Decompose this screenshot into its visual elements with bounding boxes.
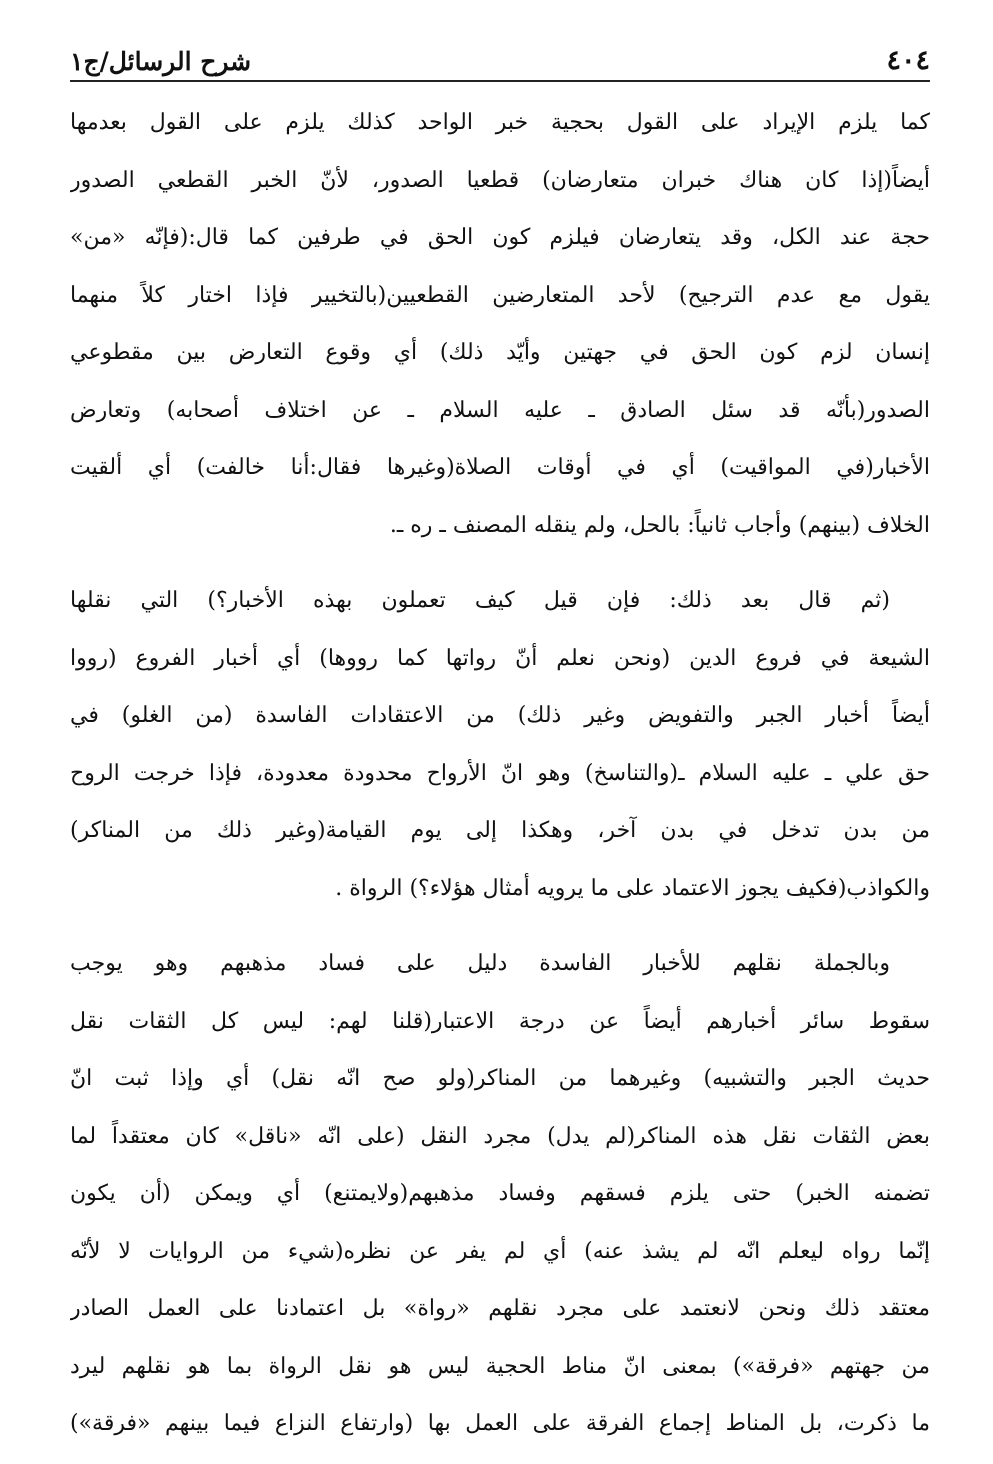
page-header xyxy=(70,38,930,82)
text-line: أيضاً أخبار الجبر والتفويض وغير ذلك) من الاعتقادات الفاسدة (من الغلو) في xyxy=(70,703,930,728)
text-line: إنسان لزم كون الحق في جهتين وأيّد ذلك) أي وقوع التعارض بين مقطوعي xyxy=(70,340,930,365)
text-line: الأخبار(في المواقيت) أي في أوقات الصلاة(وغيرها فقال:أنا خالفت) أي ألقيت xyxy=(70,455,930,480)
text-line: من جهتهم «فرقة») بمعنى انّ مناط الحجية ليس هو نقل الرواة بما هو نقلهم ليرد xyxy=(70,1353,930,1379)
text-line: (ثم قال بعد ذلك: فإن قيل كيف تعملون بهذه الأخبار؟) التي نقلها xyxy=(70,588,890,613)
text-line: والكواذب(فكيف يجوز الاعتماد على ما يرويه أمثال هؤلاء؟) الرواة . xyxy=(335,875,930,901)
text-line: حجة عند الكل، وقد يتعارضان فيلزم كون الحق في طرفين كما قال:(فإنّه «من» xyxy=(70,225,930,250)
text-line: إنّما رواه ليعلم انّه لم يشذ عنه) أي لم يفر عن نظره(شيء من الروايات لا لأنّه xyxy=(70,1238,930,1264)
text-line: ما ذكرت، بل المناط إجماع الفرقة على العمل بها (وارتفاع النزاع فيما بينهم «فرقة») xyxy=(70,1411,930,1436)
page-number: ٤٠٤ xyxy=(886,45,930,76)
text-line: حديث الجبر والتشبيه) وغيرهما من المناكر(ولو صح انّه نقل) أي وإذا ثبت انّ xyxy=(70,1066,930,1091)
text-line: من بدن تدخل في بدن آخر، وهكذا إلى يوم القيامة(وغير ذلك من المناكر) xyxy=(70,818,930,843)
text-line: سقوط سائر أخبارهم أيضاً عن درجة الاعتبار(قلنا لهم: ليس كل الثقات نقل xyxy=(70,1008,930,1034)
text-line: معتقد ذلك ونحن لانعتمد على مجرد نقلهم «رواة» بل اعتمادنا على العمل الصادر xyxy=(70,1296,930,1321)
text-line: الصدور(بأنّه قد سئل الصادق ـ عليه السلام ـ عن اختلاف أصحابه) وتعارض xyxy=(70,397,930,423)
running-title: شرح الرسائل/ج١ xyxy=(70,47,252,76)
text-line: الخلاف (بينهم) وأجاب ثانياً: بالحل، ولم ينقله المصنف ـ ره ـ. xyxy=(389,512,930,538)
text-line: أيضاً(إذا كان هناك خبران متعارضان) قطعيا الصدور، لأنّ الخبر القطعي الصدور xyxy=(70,167,930,193)
text-line: كما يلزم الإيراد على القول بحجية خبر الواحد كذلك يلزم على القول بعدمها xyxy=(70,110,930,135)
text-line: الشيعة في فروع الدين (ونحن نعلم أنّ رواتها كما رووها) أي أخبار الفروع (رووا xyxy=(70,645,930,671)
page-body xyxy=(70,94,930,1453)
text-line: يقول مع عدم الترجيح) لأحد المتعارضين القطعيين(بالتخيير فإذا اختار كلاً منهما xyxy=(70,282,930,308)
book-page xyxy=(70,38,930,1438)
text-line: بعض الثقات نقل هذه المناكر(لم يدل) مجرد النقل (على انّه «ناقل» كان معتقداً لما xyxy=(70,1123,930,1149)
text-line: حق علي ـ عليه السلام ـ(والتناسخ) وهو انّ الأرواح محدودة معدودة، فإذا خرجت الروح xyxy=(70,760,930,786)
paragraph-2 xyxy=(70,572,930,917)
text-line: تضمنه الخبر) حتى يلزم فسقهم وفساد مذهبهم(ولايمتنع) أي ويمكن (أن يكون xyxy=(70,1181,930,1206)
paragraph-1 xyxy=(70,94,930,554)
paragraph-3 xyxy=(70,935,930,1453)
text-line: وبالجملة نقلهم للأخبار الفاسدة دليل على فساد مذهبهم وهو يوجب xyxy=(70,951,890,976)
